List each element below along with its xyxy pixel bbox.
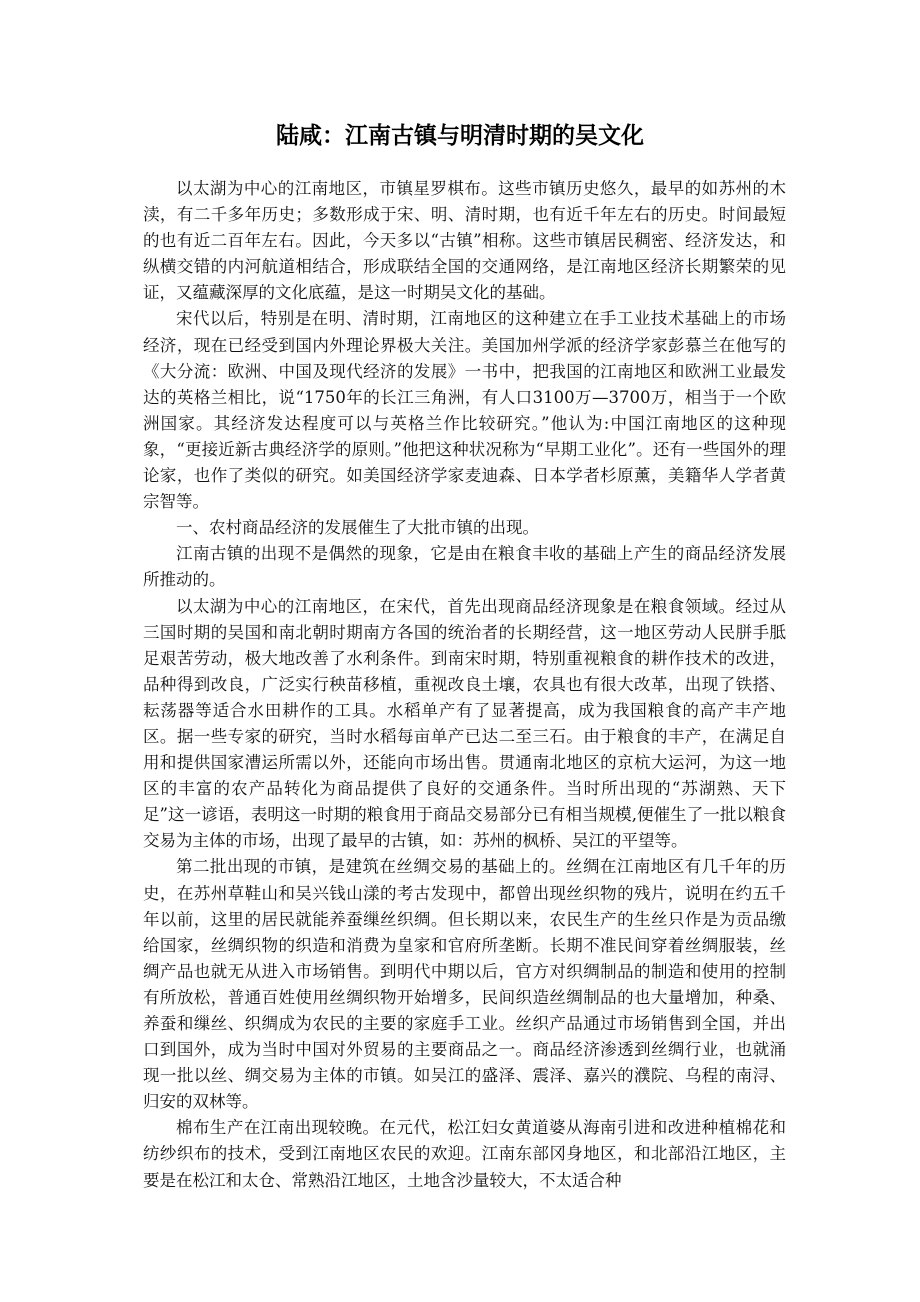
paragraph: 棉布生产在江南出现较晚。在元代，松江妇女黄道婆从海南引进和改进种植棉花和纺纱织布的技术，受到江南地区农民的欢迎。江南东部冈身地区，和北部沿江地区，主要是在松江和太仓、常熟沿江地区，土地含沙量较大，不太适合种 [143,1118,786,1190]
document-title: 陆咸：江南古镇与明清时期的吴文化 [276,123,644,149]
document-body [143,176,786,1194]
paragraph: 第二批出现的市镇，是建筑在丝绸交易的基础上的。丝绸在江南地区有几千年的历史，在苏州草鞋山和吴兴钱山漾的考古发现中，都曾出现丝织物的残片，说明在约五千年以前，这里的居民就能养蚕缫丝织绸。但长期以来，农民生产的生丝只作是为贡品缴给国家，丝绸织物的织造和消费为皇家和官府所垄断。长期不准民间穿着丝绸服装，丝绸产品也就无从进入市场销售。到明代中期以后，官方对织绸制品的制造和使用的控制有所放松，普通百姓使用丝绸织物开始增多，民间织造丝绸制品的也大量增加，种桑、养蚕和缫丝、织绸成为农民的主要的家庭手工业。丝织产品通过市场销售到全国，并出口到国外，成为当时中国对外贸易的主要商品之一。商品经济渗透到丝绸行业，也就涌现一批以丝、绸交易为主体的市镇。如吴江的盛泽、震泽、嘉兴的濮院、乌程的南浔、归安的双林等。 [143,857,786,1112]
section-heading: 一、农村商品经济的发展催生了大批市镇的出现。 [176,518,539,538]
paragraph: 宋代以后，特别是在明、清时期，江南地区的这种建立在手工业技术基础上的市场经济，现在已经受到国内外理论界极大关注。美国加州学派的经济学家彭慕兰在他写的《大分流：欧洲、中国及现代经济的发展》一书中，把我国的江南地区和欧洲工业最发达的英格兰相比，说“1750年的长江三角洲，有人口3100万—3700万，相当于一个欧洲国家。其经济发达程度可以与英格兰作比较研究。”他认为:中国江南地区的这种现象，“更接近新古典经济学的原则。”他把这种状况称为“早期工业化”。还有一些国外的理论家，也作了类似的研究。如美国经济学家麦迪森、日本学者杉原薰，美籍华人学者黄宗智等。 [143,309,786,512]
paragraph: 以太湖为中心的江南地区，市镇星罗棋布。这些市镇历史悠久，最早的如苏州的木渎，有二千多年历史；多数形成于宋、明、清时期，也有近千年左右的历史。时间最短的也有近二百年左右。因此，今天多以“古镇”相称。这些市镇居民稠密、经济发达，和纵横交错的内河航道相结合，形成联结全国的交通网络，是江南地区经济长期繁荣的见证，又蕴藏深厚的文化底蕴，是这一时期吴文化的基础。 [143,179,786,303]
paragraph: 江南古镇的出现不是偶然的现象，它是由在粮食丰收的基础上产生的商品经济发展所推动的。 [143,544,786,590]
paragraph: 以太湖为中心的江南地区，在宋代，首先出现商品经济现象是在粮食领域。经过从三国时期的吴国和南北朝时期南方各国的统治者的长期经营，这一地区劳动人民胼手胝足艰苦劳动，极大地改善了水利条件。到南宋时期，特别重视粮食的耕作技术的改进，品种得到改良，广泛实行秧苗移植，重视改良土壤，农具也有很大改革，出现了铁搭、耘荡器等适合水田耕作的工具。水稻单产有了显著提高，成为我国粮食的高产丰产地区。据一些专家的研究，当时水稻每亩单产已达二至三石。由于粮食的丰产，在满足自用和提供国家漕运所需以外，还能向市场出售。贯通南北地区的京杭大运河，为这一地区的丰富的农产品转化为商品提供了良好的交通条件。当时所出现的“苏湖熟、天下足”这一谚语，表明这一时期的粮食用于商品交易部分已有相当规模,便催生了一批以粮食交易为主体的市场，出现了最早的古镇，如：苏州的枫桥、吴江的平望等。 [143,596,786,851]
